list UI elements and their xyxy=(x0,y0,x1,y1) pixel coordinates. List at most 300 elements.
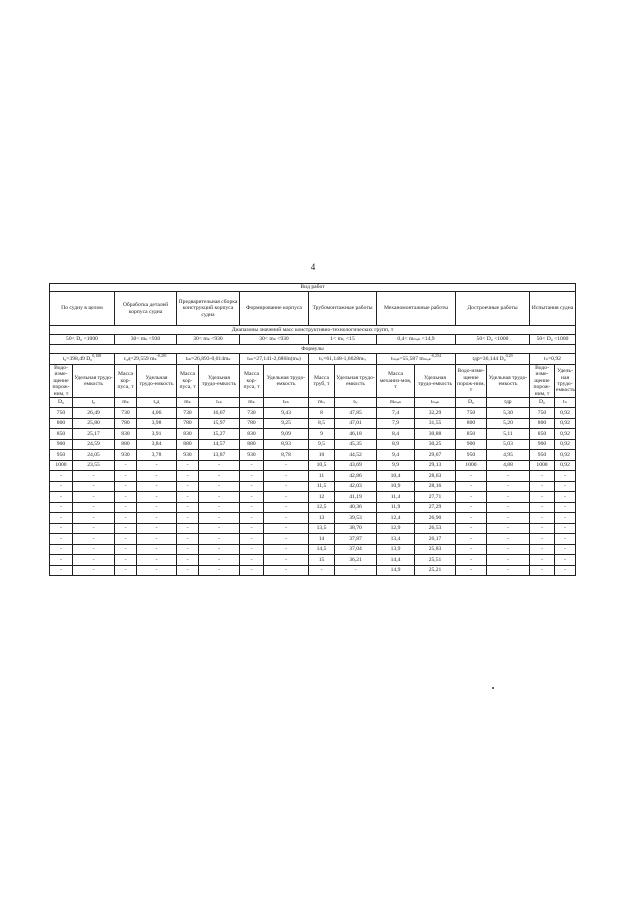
table-cell: 750 xyxy=(530,408,555,419)
table-cell: - xyxy=(137,555,177,566)
table-cell: 950 xyxy=(50,450,73,461)
table-cell: - xyxy=(137,513,177,524)
formula-cell xyxy=(309,354,377,365)
table-cell: - xyxy=(177,492,199,503)
table-cell: - xyxy=(115,471,137,482)
range-cell: 30< mₖ <930 xyxy=(115,335,177,345)
table-cell: - xyxy=(177,481,199,492)
table-cell: - xyxy=(487,544,530,555)
table-cell: 4,95 xyxy=(487,450,530,461)
table-cell: 8,5 xyxy=(309,418,335,429)
work-type-header: Обработка деталей корпуса судна xyxy=(115,292,177,326)
table-cell: 24,59 xyxy=(73,439,115,450)
table-cell: - xyxy=(530,471,555,482)
table-cell: - xyxy=(456,481,487,492)
table-cell: 1000 xyxy=(50,460,73,471)
table-cell: 10 xyxy=(309,450,335,461)
table-cell: - xyxy=(240,481,264,492)
table-cell: 750 xyxy=(50,408,73,419)
table-cell: - xyxy=(530,513,555,524)
formula-cell xyxy=(177,354,240,365)
table-cell: 750 xyxy=(456,408,487,419)
table-cell: - xyxy=(177,523,199,534)
table-cell: 9,5 xyxy=(309,439,335,450)
table-cell: 37,87 xyxy=(335,534,377,545)
table-cell: 40,36 xyxy=(335,502,377,513)
table-cell: - xyxy=(487,523,530,534)
formulas-row xyxy=(50,354,576,365)
column-symbol: mₜᵣ xyxy=(309,398,335,408)
table-cell: 900 xyxy=(530,439,555,450)
column-symbol: tₛₖ xyxy=(199,398,240,408)
column-subheader: Удельная трудо-емкость xyxy=(487,365,530,398)
table-cell: - xyxy=(240,513,264,524)
formula-cell xyxy=(240,354,309,365)
table-cell: 41,19 xyxy=(335,492,377,503)
formula-base: tₙ=0,92 xyxy=(544,355,561,362)
table-cell: - xyxy=(50,481,73,492)
table-cell: 5,11 xyxy=(487,429,530,440)
table-cell: - xyxy=(555,492,576,503)
table-cell: - xyxy=(530,502,555,513)
table-cell: 4,06 xyxy=(137,408,177,419)
work-type-header: Предварительная сборка конструкций корпуса судна xyxy=(177,292,240,326)
table-cell: - xyxy=(487,534,530,545)
table-cell: 0,92 xyxy=(555,418,576,429)
table-cell: - xyxy=(264,523,309,534)
table-row xyxy=(50,502,576,513)
table-cell: - xyxy=(177,565,199,576)
formula-base: tдр=36,144 D₀ xyxy=(472,355,506,362)
table-cell: 880 xyxy=(115,439,137,450)
work-type-header: Трубомонтажные работы xyxy=(309,292,377,326)
table-cell: - xyxy=(264,502,309,513)
table-cell: 900 xyxy=(50,439,73,450)
table-cell: 29,67 xyxy=(415,450,456,461)
table-cell: 3,78 xyxy=(137,450,177,461)
table-cell: 14,57 xyxy=(199,439,240,450)
table-cell: - xyxy=(199,502,240,513)
table-cell: - xyxy=(456,513,487,524)
table-cell: 24,05 xyxy=(73,450,115,461)
table-cell: - xyxy=(177,502,199,513)
table-row xyxy=(50,439,576,450)
table-cell: 26,49 xyxy=(73,408,115,419)
table-cell: 27,29 xyxy=(415,502,456,513)
table-cell: - xyxy=(115,565,137,576)
table-cell: 30,25 xyxy=(415,439,456,450)
table-cell: - xyxy=(50,565,73,576)
table-cell: 3,91 xyxy=(137,429,177,440)
table-cell: - xyxy=(115,502,137,513)
scan-speck xyxy=(492,687,494,689)
table-cell: 13,87 xyxy=(199,450,240,461)
table-cell: - xyxy=(555,471,576,482)
table-cell: 15,27 xyxy=(199,429,240,440)
table-cell: - xyxy=(530,523,555,534)
table-cell: - xyxy=(555,565,576,576)
range-cell: 50< D₀ <1000 xyxy=(50,335,115,345)
table-cell: 9,09 xyxy=(264,429,309,440)
table-cell: - xyxy=(530,534,555,545)
table-cell: - xyxy=(199,492,240,503)
column-symbol: D₀ xyxy=(456,398,487,408)
table-cell: - xyxy=(50,492,73,503)
formulas-title: Формулы xyxy=(50,345,576,354)
table-cell: 36,21 xyxy=(335,555,377,566)
table-cell: 47,01 xyxy=(335,418,377,429)
table-cell: 850 xyxy=(530,429,555,440)
table-cell: 9,9 xyxy=(377,460,415,471)
table-cell: - xyxy=(555,481,576,492)
ranges-row xyxy=(50,335,576,345)
table-cell: - xyxy=(177,513,199,524)
table-cell: 0,92 xyxy=(555,429,576,440)
table-cell: 730 xyxy=(240,408,264,419)
table-cell: - xyxy=(487,481,530,492)
table-cell: - xyxy=(530,481,555,492)
table-cell: 5,30 xyxy=(487,408,530,419)
formula-base: tₖₕ=27,141-2,686ln(mₖ) xyxy=(247,355,301,362)
symbols-row xyxy=(50,398,576,408)
table-cell: 800 xyxy=(530,418,555,429)
table-cell: 0,92 xyxy=(555,450,576,461)
table-cell: 8,4 xyxy=(377,429,415,440)
table-cell: - xyxy=(50,555,73,566)
table-cell: - xyxy=(137,544,177,555)
table-cell: - xyxy=(137,502,177,513)
column-subheader: Водо-изме-щение порож-ним, т xyxy=(456,365,487,398)
table-row xyxy=(50,418,576,429)
table-cell: - xyxy=(456,555,487,566)
column-symbol: mₖ xyxy=(177,398,199,408)
table-cell: - xyxy=(50,471,73,482)
table-cell: - xyxy=(240,565,264,576)
table-cell: 4,88 xyxy=(487,460,530,471)
table-cell: - xyxy=(264,565,309,576)
table-cell: 5,20 xyxy=(487,418,530,429)
table-cell: 14,5 xyxy=(309,544,335,555)
table-cell: 28,63 xyxy=(415,471,456,482)
table-cell: - xyxy=(137,481,177,492)
table-cell: 26,90 xyxy=(415,513,456,524)
table-cell: - xyxy=(199,471,240,482)
range-cell: 0,4< mₘₑₖ <14,9 xyxy=(377,335,456,345)
column-subheader: Удельная трудо-емкость xyxy=(137,365,177,398)
subheaders-row xyxy=(50,365,576,398)
formula-exponent: -0,201 xyxy=(156,353,167,358)
table-row xyxy=(50,565,576,576)
table-cell: - xyxy=(137,492,177,503)
table-cell: 29,13 xyxy=(415,460,456,471)
table-cell: 15,97 xyxy=(199,418,240,429)
column-subheader: Масса кор-пуса, т xyxy=(115,365,137,398)
table-cell: - xyxy=(73,481,115,492)
table-cell: - xyxy=(177,471,199,482)
table-cell: 44,52 xyxy=(335,450,377,461)
column-subheader: Удель-ная трудо-емкость xyxy=(555,365,576,398)
table-cell: 7,4 xyxy=(377,408,415,419)
table-cell: 12,4 xyxy=(377,513,415,524)
table-cell: - xyxy=(115,492,137,503)
formula-base: tₜᵣ=61,148-1,6628mₜᵣ xyxy=(318,355,366,362)
table-cell: - xyxy=(115,460,137,471)
formula-base: tₒд=29,559 mₖ xyxy=(124,355,157,362)
table-cell: - xyxy=(264,555,309,566)
table-cell: 42,03 xyxy=(335,481,377,492)
table-cell: 0,92 xyxy=(555,408,576,419)
table-cell: 9 xyxy=(309,429,335,440)
column-subheader: Удельная трудо-емкость xyxy=(73,365,115,398)
table-cell: 8,93 xyxy=(264,439,309,450)
table-cell: - xyxy=(456,544,487,555)
table-cell: - xyxy=(487,502,530,513)
table-cell: - xyxy=(264,513,309,524)
formula-base: tₛₖ=26,893-0,014mₖ xyxy=(185,355,231,362)
table-cell: - xyxy=(50,544,73,555)
table-row xyxy=(50,460,576,471)
table-cell: 12 xyxy=(309,492,335,503)
table-cell: - xyxy=(50,523,73,534)
table-cell: - xyxy=(264,460,309,471)
table-title: Вид работ xyxy=(50,284,576,292)
table-cell: - xyxy=(73,513,115,524)
table-cell: - xyxy=(555,513,576,524)
table-cell: 25,80 xyxy=(73,418,115,429)
table-cell: 30,88 xyxy=(415,429,456,440)
table-cell: 3,84 xyxy=(137,439,177,450)
formula-cell xyxy=(530,354,576,365)
formula-exponent: 0,108 xyxy=(92,353,102,358)
table-cell: 13,9 xyxy=(377,544,415,555)
table-cell: 7,9 xyxy=(377,418,415,429)
table-cell: - xyxy=(264,544,309,555)
column-symbol: tₖₕ xyxy=(264,398,309,408)
table-cell: - xyxy=(73,534,115,545)
table-cell: 32,29 xyxy=(415,408,456,419)
table-cell: - xyxy=(530,492,555,503)
table-row xyxy=(50,523,576,534)
column-subheader: Удельная трудо-емкость xyxy=(415,365,456,398)
table-cell: 10,9 xyxy=(377,481,415,492)
column-subheader: Удельная трудо-емкость xyxy=(264,365,309,398)
table-cell: 31,55 xyxy=(415,418,456,429)
table-cell: - xyxy=(240,502,264,513)
table-cell: - xyxy=(456,492,487,503)
table-cell: 26,17 xyxy=(415,534,456,545)
table-cell: - xyxy=(530,565,555,576)
table-cell: 9,25 xyxy=(264,418,309,429)
table-cell: 930 xyxy=(240,450,264,461)
column-subheader: Водо-изме-щение порож-ним, т xyxy=(50,365,73,398)
table-cell: 25,17 xyxy=(73,429,115,440)
table-cell: 25,51 xyxy=(415,555,456,566)
table-cell: 13 xyxy=(309,513,335,524)
table-cell: 5,03 xyxy=(487,439,530,450)
table-cell: - xyxy=(240,460,264,471)
table-cell: 11 xyxy=(309,471,335,482)
table-cell: - xyxy=(309,565,335,576)
table-cell: - xyxy=(115,544,137,555)
table-cell: - xyxy=(115,523,137,534)
column-symbol: t₀ xyxy=(73,398,115,408)
table-cell: 39,53 xyxy=(335,513,377,524)
formula-cell xyxy=(456,354,530,365)
table-cell: 800 xyxy=(456,418,487,429)
table-cell: 42,86 xyxy=(335,471,377,482)
table-row xyxy=(50,450,576,461)
table-cell: - xyxy=(199,460,240,471)
table-cell: 730 xyxy=(115,408,137,419)
table-cell: - xyxy=(456,471,487,482)
formula-base: t₀=398,49 D₀ xyxy=(62,355,93,362)
column-symbol: mₘₑₖ xyxy=(377,398,415,408)
table-row xyxy=(50,513,576,524)
table-cell: 13,4 xyxy=(377,534,415,545)
table-cell: - xyxy=(240,544,264,555)
column-subheader: Масса кор-пуса, т xyxy=(177,365,199,398)
table-cell: 3,98 xyxy=(137,418,177,429)
table-cell: - xyxy=(456,502,487,513)
table-cell: - xyxy=(137,534,177,545)
table-cell: 930 xyxy=(115,450,137,461)
table-cell: 14 xyxy=(309,534,335,545)
range-cell: 1< mₜᵣ <15 xyxy=(309,335,377,345)
table-cell: - xyxy=(555,523,576,534)
table-cell: - xyxy=(240,523,264,534)
table-cell: - xyxy=(240,492,264,503)
table-cell: - xyxy=(177,534,199,545)
work-type-header: Механомонтажные работы xyxy=(377,292,456,326)
table-cell: 830 xyxy=(177,429,199,440)
table-row xyxy=(50,408,576,419)
column-symbol: mₖ xyxy=(240,398,264,408)
table-cell: - xyxy=(73,523,115,534)
table-row xyxy=(50,481,576,492)
table-cell: 780 xyxy=(115,418,137,429)
work-type-header: Формирование корпуса xyxy=(240,292,309,326)
work-types-row xyxy=(50,292,576,326)
table-cell: 27,71 xyxy=(415,492,456,503)
table-cell: - xyxy=(73,555,115,566)
ranges-title: Диапазоны значений масс конструктивно-технологических групп, т xyxy=(50,326,576,335)
table-cell: - xyxy=(555,555,576,566)
table-cell: - xyxy=(199,565,240,576)
table-cell: 1000 xyxy=(456,460,487,471)
table-cell: 9,43 xyxy=(264,408,309,419)
labor-intensity-table xyxy=(49,283,576,576)
table-row xyxy=(50,534,576,545)
table-cell: 25,83 xyxy=(415,544,456,555)
range-cell: 50< D₀ <1000 xyxy=(456,335,530,345)
table-title-row xyxy=(50,284,576,292)
table-cell: - xyxy=(199,481,240,492)
table-cell: 23,55 xyxy=(73,460,115,471)
table-cell: - xyxy=(137,460,177,471)
table-cell: 13,5 xyxy=(309,523,335,534)
work-type-header: Достроечные работы xyxy=(456,292,530,326)
table-cell: - xyxy=(555,502,576,513)
table-row xyxy=(50,429,576,440)
table-cell: - xyxy=(50,502,73,513)
table-cell: - xyxy=(530,555,555,566)
table-cell: 38,70 xyxy=(335,523,377,534)
table-row xyxy=(50,544,576,555)
table-cell: - xyxy=(177,555,199,566)
table-cell: - xyxy=(264,534,309,545)
table-cell: - xyxy=(137,523,177,534)
table-cell: - xyxy=(73,544,115,555)
table-cell: 28,16 xyxy=(415,481,456,492)
formulas-title-row xyxy=(50,345,576,354)
table-cell: - xyxy=(456,565,487,576)
table-cell: 8,9 xyxy=(377,439,415,450)
formula-exponent: 0,29 xyxy=(505,353,513,358)
table-cell: 880 xyxy=(177,439,199,450)
table-row xyxy=(50,555,576,566)
table-cell: 880 xyxy=(240,439,264,450)
formula-cell xyxy=(50,354,115,365)
table-row xyxy=(50,492,576,503)
column-subheader: Удельная трудо-емкость xyxy=(335,365,377,398)
table-cell: - xyxy=(199,555,240,566)
table-cell: - xyxy=(487,555,530,566)
table-cell: 900 xyxy=(456,439,487,450)
table-cell: 14,9 xyxy=(377,565,415,576)
column-subheader: Удельная трудо-емкость xyxy=(199,365,240,398)
table-cell: 11,5 xyxy=(309,481,335,492)
formula-exponent: -0,254 xyxy=(430,353,441,358)
table-cell: - xyxy=(487,471,530,482)
table-cell: - xyxy=(199,513,240,524)
table-cell: - xyxy=(199,534,240,545)
table-cell: - xyxy=(177,544,199,555)
table-cell: 950 xyxy=(456,450,487,461)
range-cell: 30< mₖ <930 xyxy=(240,335,309,345)
table-cell: 12,9 xyxy=(377,523,415,534)
table-cell: - xyxy=(240,534,264,545)
table-cell: 0,92 xyxy=(555,439,576,450)
table-cell: - xyxy=(456,523,487,534)
table-cell: - xyxy=(456,534,487,545)
table-cell: 46,18 xyxy=(335,429,377,440)
table-cell: 830 xyxy=(115,429,137,440)
range-cell: 50< D₀ <1000 xyxy=(530,335,576,345)
table-cell: - xyxy=(137,471,177,482)
table-cell: 47,85 xyxy=(335,408,377,419)
table-cell: - xyxy=(264,492,309,503)
table-cell: - xyxy=(264,481,309,492)
table-cell: 9,4 xyxy=(377,450,415,461)
table-cell: 11,4 xyxy=(377,492,415,503)
table-cell: - xyxy=(240,471,264,482)
column-symbol: tₜᵣ xyxy=(335,398,377,408)
work-type-header: Испытания судна xyxy=(530,292,576,326)
table-cell: - xyxy=(137,565,177,576)
table-cell: 25,21 xyxy=(415,565,456,576)
table-cell: 14,4 xyxy=(377,555,415,566)
column-subheader: Масса механиз-мов, т xyxy=(377,365,415,398)
table-cell: 8,78 xyxy=(264,450,309,461)
table-cell: - xyxy=(50,513,73,524)
table-cell: - xyxy=(199,523,240,534)
column-symbol: D₀ xyxy=(530,398,555,408)
table-cell: - xyxy=(115,555,137,566)
table-cell: - xyxy=(555,534,576,545)
table-cell: - xyxy=(555,544,576,555)
table-cell: - xyxy=(50,534,73,545)
formula-base: tₘₑₖ=55,587 mₘₑₖ xyxy=(391,355,431,362)
